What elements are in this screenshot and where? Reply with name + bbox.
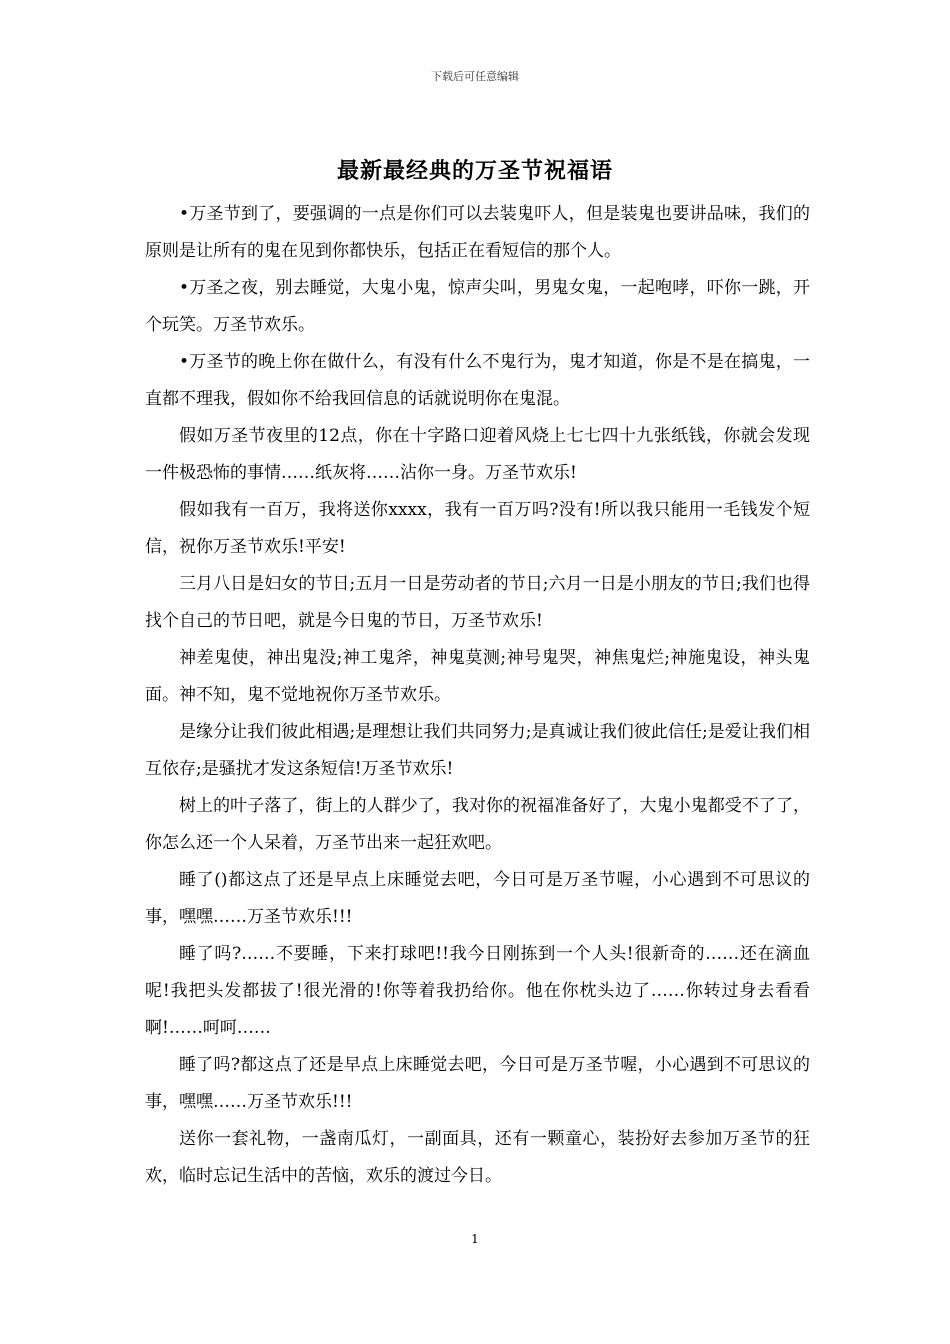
- paragraph: 送你一套礼物，一盏南瓜灯，一副面具，还有一颗童心，装扮好去参加万圣节的狂欢，临时忘记生活中的苦恼，欢乐的渡过今日。: [145, 1129, 810, 1186]
- document-body: [145, 196, 810, 1195]
- paragraph: 是缘分让我们彼此相遇;是理想让我们共同努力;是真诚让我们彼此信任;是爱让我们相互依存;是骚扰才发这条短信!万圣节欢乐!: [145, 722, 810, 779]
- paragraph: 假如我有一百万，我将送你xxxx，我有一百万吗?没有!所以我只能用一毛钱发个短信，祝你万圣节欢乐!平安!: [145, 500, 810, 557]
- paragraph: 睡了吗?都这点了还是早点上床睡觉去吧，今日可是万圣节喔，小心遇到不可思议的事，嘿嘿……万圣节欢乐!!!: [145, 1055, 810, 1112]
- paragraph: •万圣节的晚上你在做什么，有没有什么不鬼行为，鬼才知道，你是不是在搞鬼，一直都不理我，假如你不给我回信息的话就说明你在鬼混。: [145, 352, 810, 409]
- paragraph: 树上的叶子落了，街上的人群少了，我对你的祝福准备好了，大鬼小鬼都受不了了，你怎么还一个人呆着，万圣节出来一起狂欢吧。: [145, 796, 810, 853]
- paragraph: 神差鬼使，神出鬼没;神工鬼斧，神鬼莫测;神号鬼哭，神焦鬼烂;神施鬼设，神头鬼面。神不知，鬼不觉地祝你万圣节欢乐。: [145, 648, 810, 705]
- header-note: 下载后可任意编辑: [431, 70, 519, 83]
- paragraph: •万圣之夜，别去睡觉，大鬼小鬼，惊声尖叫，男鬼女鬼，一起咆哮，吓你一跳，开个玩笑。万圣节欢乐。: [145, 278, 810, 335]
- page-number: 1: [471, 1232, 479, 1246]
- paragraph: 假如万圣节夜里的12点，你在十字路口迎着风烧上七七四十九张纸钱，你就会发现一件极恐怖的事情……纸灰将……沾你一身。万圣节欢乐!: [145, 426, 810, 483]
- paragraph: •万圣节到了，要强调的一点是你们可以去装鬼吓人，但是装鬼也要讲品味，我们的原则是让所有的鬼在见到你都快乐，包括正在看短信的那个人。: [145, 204, 810, 261]
- document-title: 最新最经典的万圣节祝福语: [336, 159, 613, 184]
- paragraph: 睡了吗?……不要睡，下来打球吧!!我今日刚拣到一个人头!很新奇的……还在滴血呢!我把头发都拔了!很光滑的!你等着我扔给你。他在你枕头边了……你转过身去看看啊!……呵呵……: [145, 944, 810, 1038]
- paragraph: 睡了()都这点了还是早点上床睡觉去吧，今日可是万圣节喔，小心遇到不可思议的事，嘿嘿……万圣节欢乐!!!: [145, 870, 810, 927]
- paragraph: 三月八日是妇女的节日;五月一日是劳动者的节日;六月一日是小朋友的节日;我们也得找个自己的节日吧，就是今日鬼的节日，万圣节欢乐!: [145, 574, 810, 631]
